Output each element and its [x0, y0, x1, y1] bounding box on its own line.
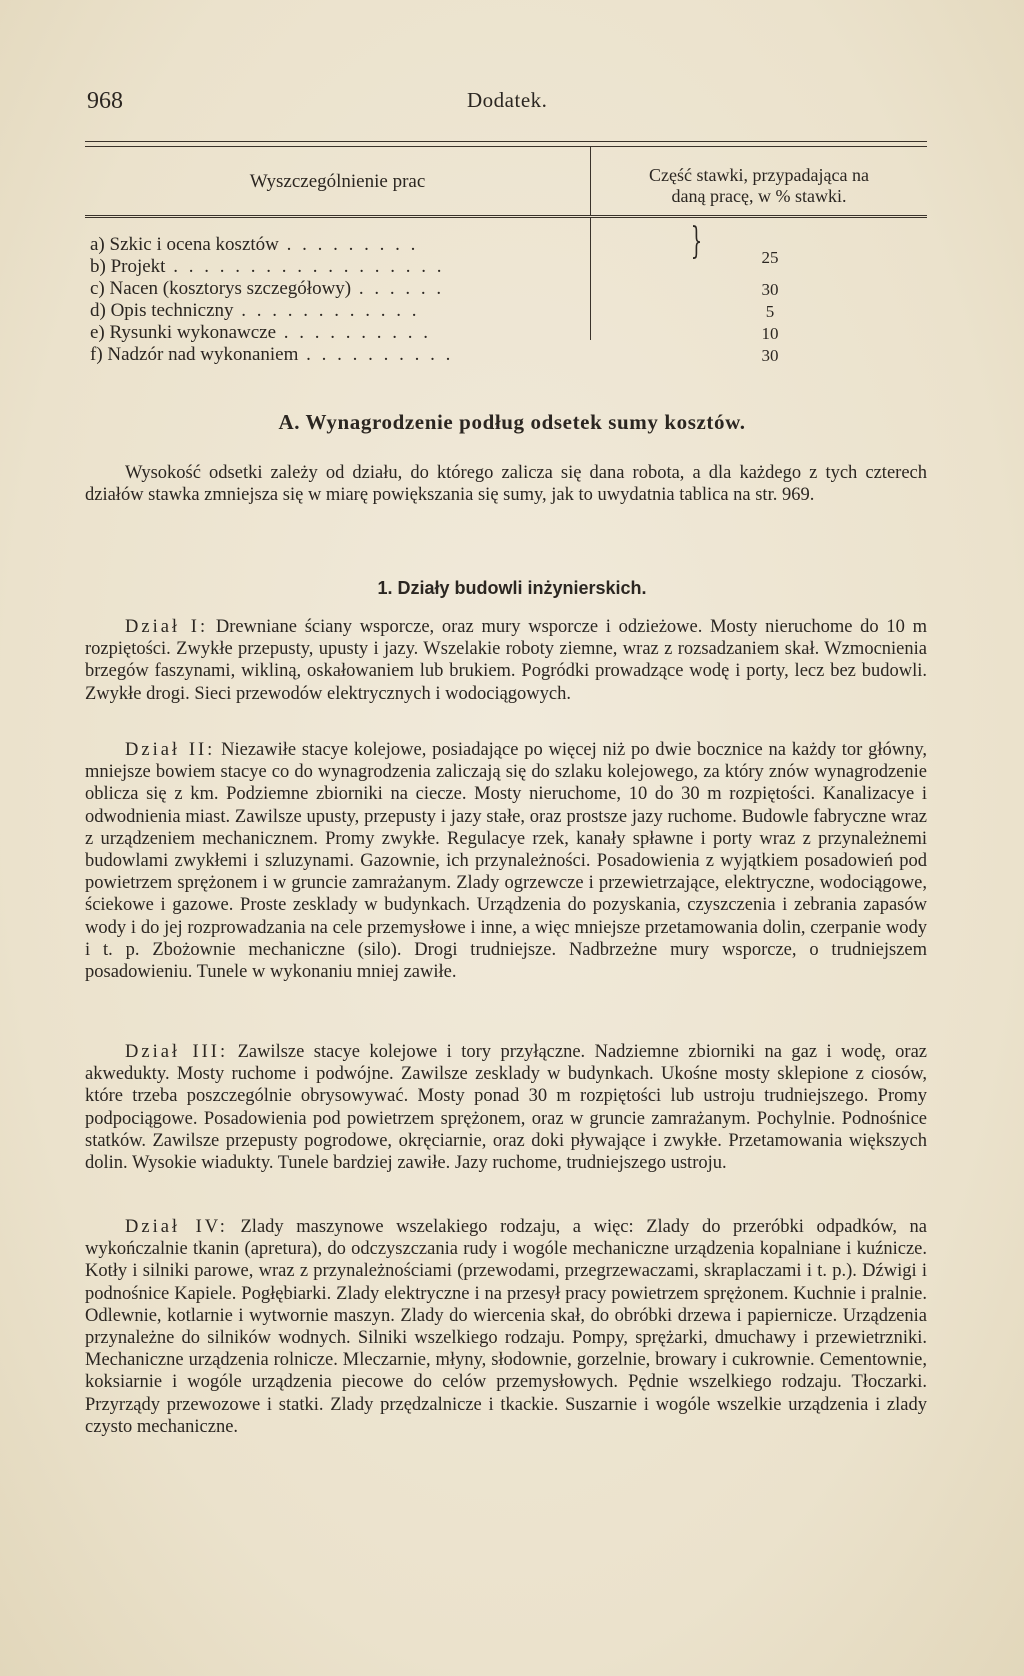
page-header	[87, 88, 924, 118]
table-col-header-share-line2: daną pracę, w % stawki.	[671, 186, 847, 206]
row-label: d) Opis techniczny	[90, 300, 234, 321]
table-body	[85, 218, 927, 365]
row-value: 5	[765, 302, 775, 321]
row-label: a) Szkic i ocena kosztów	[90, 234, 279, 255]
row-value: 30	[761, 280, 779, 299]
dzial-paragraph	[85, 739, 927, 983]
dzial-text: Drewniane ściany wsporcze, oraz mury wsporcze i odzieżowe. Mosty nieruchome do 10 m rozpiętości. Zwykłe przepusty, upusty i jazy. Wszelakie roboty ziemne, wraz z rozsadzaniem skał. Wzmocnienia brzegów faszynami, wikliną, oskałowaniem lub brukiem. Pogródki prowadzące wodę i porty, lecz bez budowli. Zwykłe drogi. Sieci przewodów elektrycznych i wodociągowych.	[85, 617, 928, 704]
dzial-paragraph	[85, 1041, 927, 1174]
row-value: 10	[761, 324, 779, 343]
section-title: A. Wynagrodzenie podług odsetek sumy kosztów.	[278, 410, 746, 434]
row-label: b) Projekt	[90, 256, 166, 277]
dzial-label: Dział IV:	[125, 1217, 228, 1237]
row-label: e) Rysunki wykonawcze	[90, 322, 277, 343]
dzial-text: Niezawiłe stacye kolejowe, posiadające po więcej niż po dwie bocznice na każdy tor główny, mniejsze bowiem stacye co do wynagrodzenia zaliczają się do szlaku kolejowego, za który znów wynagrodzenie oblicza się z km. Podziemne zbiorniki na ciecze. Mosty nieruchome, 10 do 30 m rozpiętości. Kanalizacye i odwodnienia miast. Zawilsze upusty, przepusty i jazy stałe, oraz prostsze jazy ruchome. Budowle fabryczne wraz z urządzeniem mechanicznem. Promy zwykłe. Regulacye rzek, kanały spławne i porty wraz z przynależnemi budowlami zwykłemi i szluzynami. Gazownie, ich przynależności. Posadowienia z wyjątkiem posadowień pod powietrzem sprężonem i w gruncie zamrażanym. Zlady ogrzewcze i przewietrzające, elektryczne, wodociągowe, ściekowe i gazowe. Proste zesklady w budynkach. Urządzenia do pozyskania, czyszczenia i zebrania zapasów wody i do jej rozprowadzania na cele przemysłowe i inne, a więc mniejsze przetamowania dolin, czerpanie wody i t. p. Zbożownie mechaniczne (silo). Drogi trudniejsze. Nadbrzeżne mury wsporcze, o trudniejszem posadowieniu. Tunele w wykonaniu mniej zawiłe.	[85, 740, 928, 983]
dzial-paragraph	[85, 616, 927, 705]
page-number: 968	[87, 88, 123, 114]
subsection-heading: 1. Działy budowli inżynierskich.	[377, 578, 647, 598]
table-row: f) Nadzór nad wykonaniem . . . . . . . . . .	[90, 344, 454, 365]
table-header	[85, 147, 927, 218]
dzial-text: Zawilsze stacye kolejowe i tory przyłączne. Nadziemne zbiorniki na gaz i wodę, oraz akwedukty. Mosty ruchome i podwójne. Zawilsze zesklady w budynkach. Ukośne mosty sklepione z ciosów, które trzeba poszczególnie obrysowywać. Mosty ponad 30 m rozpiętości lub ustroju trudniejszego. Promy podpociągowe. Posadowienia pod powietrzem sprężonem, oraz w gruncie zamrażanym. Pochylnie. Podnośnice statków. Zawilsze przepusty pogrodowe, okręciarnie, oraz doki pływające i zwykłe. Przetamowania większych dolin. Wysokie wiadukty. Tunele bardziej zawiłe. Jazy ruchome, trudniejszego ustroju.	[85, 1042, 928, 1174]
row-label: c) Nacen (kosztorys szczegółowy)	[90, 278, 352, 299]
table-row: d) Opis techniczny . . . . . . . . . . . .	[90, 300, 420, 321]
dzial-label: Dział III:	[125, 1042, 229, 1062]
table-row: e) Rysunki wykonawcze . . . . . . . . . .	[90, 322, 432, 343]
running-title: Dodatek.	[467, 88, 548, 112]
table-divider	[590, 218, 591, 340]
table-row: a) Szkic i ocena kosztów . . . . . . . . .	[90, 234, 419, 255]
row-value: 25	[761, 248, 779, 267]
brace-ab: }	[690, 221, 703, 262]
table-row: c) Nacen (kosztorys szczegółowy) . . . . . .	[90, 278, 445, 299]
table-row: b) Projekt . . . . . . . . . . . . . . . . . .	[90, 256, 445, 277]
table-col-header-works: Wyszczególnienie prac	[85, 147, 591, 215]
row-label: f) Nadzór nad wykonaniem	[90, 344, 299, 365]
table-col-header-share-line1: Część stawki, przypadająca na	[649, 165, 869, 185]
dzial-label: Dział I:	[125, 617, 209, 637]
fee-share-table	[85, 141, 927, 365]
intro-paragraph: Wysokość odsetki zależy od działu, do którego zalicza się dana robota, a dla każdego z tych czterech działów stawka zmniejsza się w miarę powiększania się sumy, jak to uwydatnia tablica na str. 969.	[85, 463, 927, 506]
table-col-header-share	[591, 147, 927, 215]
row-value: 30	[761, 346, 779, 365]
dzial-text: Zlady maszynowe wszelakiego rodzaju, a więc: Zlady do przeróbki odpadków, na wykończalnie tkanin (apretura), do odczyszczania rudy i wogóle mechaniczne urządzenia kopalniane i kuźnicze. Kotły i silniki parowe, wraz z przynależnościami (przewodami, przegrzewaczami, skraplaczami i t. p.). Dźwigi i podnośnice Kapiele. Pogłębiarki. Zlady elektryczne i na przesył pracy powietrzem sprężonem. Kuchnie i pralnie. Odlewnie, kotlarnie i wytwornie maszyn. Zlady do wiercenia skał, do obróbki drzewa i papiernicze. Urządzenia przynależne do silników wodnych. Silniki wszelkiego rodzaju. Pompy, sprężarki, dmuchawy i przewietrzniki. Mechaniczne urządzenia rolnicze. Mleczarnie, młyny, słodownie, gorzelnie, browary i cukrownie. Cementownie, koksiarnie i wogóle urządzenia piecowe do celów przemysłowych. Pędnie wszelkiego rodzaju. Tłoczarki. Przyrządy przewozowe i statki. Zlady przędzalnicze i tkackie. Suszarnie i wogóle wszelkie urządzenia i zlady czysto mechaniczne.	[85, 1217, 927, 1437]
dzial-label: Dział II:	[125, 740, 216, 760]
dzial-paragraph	[85, 1216, 927, 1438]
